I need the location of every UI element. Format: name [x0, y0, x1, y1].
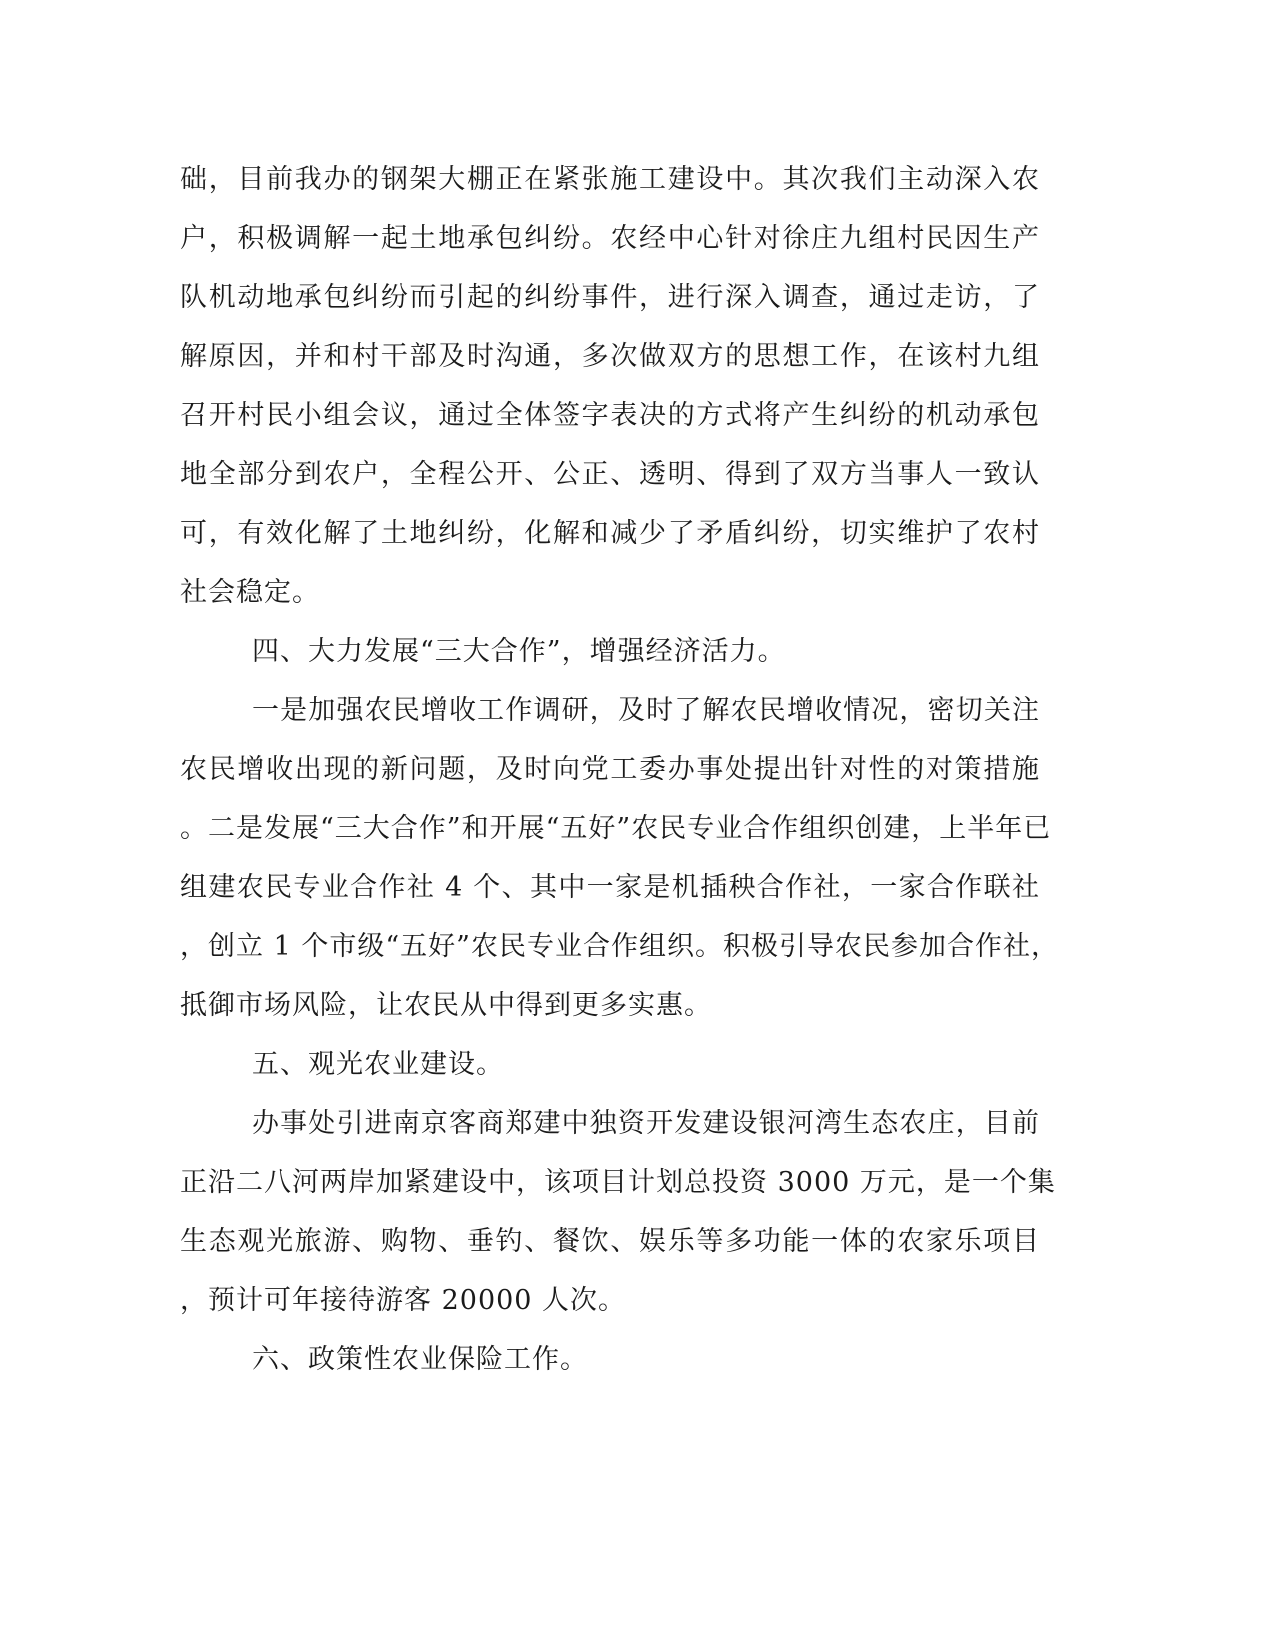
text-line: 一是加强农民增收工作调研，及时了解农民增收情况，密切关注 — [252, 695, 1040, 726]
section-heading: 六、政策性农业保险工作。 — [252, 1344, 588, 1375]
text-line: 可，有效化解了土地纠纷，化解和减少了矛盾纠纷，切实维护了农村 — [180, 518, 1040, 549]
text-line: ，创立 1 个市级“五好”农民专业合作组织。积极引导农民参加合作社， — [180, 931, 1059, 962]
text-line: 农民增收出现的新问题，及时向党工委办事处提出针对性的对策措施 — [180, 754, 1040, 785]
text-line: 础，目前我办的钢架大棚正在紧张施工建设中。其次我们主动深入农 — [180, 164, 1040, 195]
text-line: 组建农民专业合作社 4 个、其中一家是机插秧合作社，一家合作联社 — [180, 872, 1040, 903]
text-line: 抵御市场风险，让农民从中得到更多实惠。 — [180, 990, 712, 1021]
text-line: 队机动地承包纠纷而引起的纠纷事件，进行深入调查，通过走访，了 — [180, 282, 1040, 313]
section-heading: 五、观光农业建设。 — [252, 1049, 504, 1080]
text-line: 召开村民小组会议，通过全体签字表决的方式将产生纠纷的机动承包 — [180, 400, 1040, 431]
text-line: ，预计可年接待游客 20000 人次。 — [180, 1285, 627, 1316]
text-line: 生态观光旅游、购物、垂钓、餐饮、娱乐等多功能一体的农家乐项目 — [180, 1226, 1040, 1257]
text-line: 地全部分到农户，全程公开、公正、透明、得到了双方当事人一致认 — [180, 459, 1040, 490]
text-line: 正沿二八河两岸加紧建设中，该项目计划总投资 3000 万元，是一个集 — [180, 1167, 1056, 1198]
text-line: 户，积极调解一起土地承包纠纷。农经中心针对徐庄九组村民因生产 — [180, 223, 1040, 254]
text-line: 。二是发展“三大合作”和开展“五好”农民专业合作组织创建，上半年已 — [180, 813, 1052, 844]
section-heading: 四、大力发展“三大合作”，增强经济活力。 — [252, 636, 786, 667]
text-line: 解原因，并和村干部及时沟通，多次做双方的思想工作，在该村九组 — [180, 341, 1040, 372]
text-line: 社会稳定。 — [180, 577, 320, 608]
text-line: 办事处引进南京客商郑建中独资开发建设银河湾生态农庄，目前 — [252, 1108, 1040, 1139]
